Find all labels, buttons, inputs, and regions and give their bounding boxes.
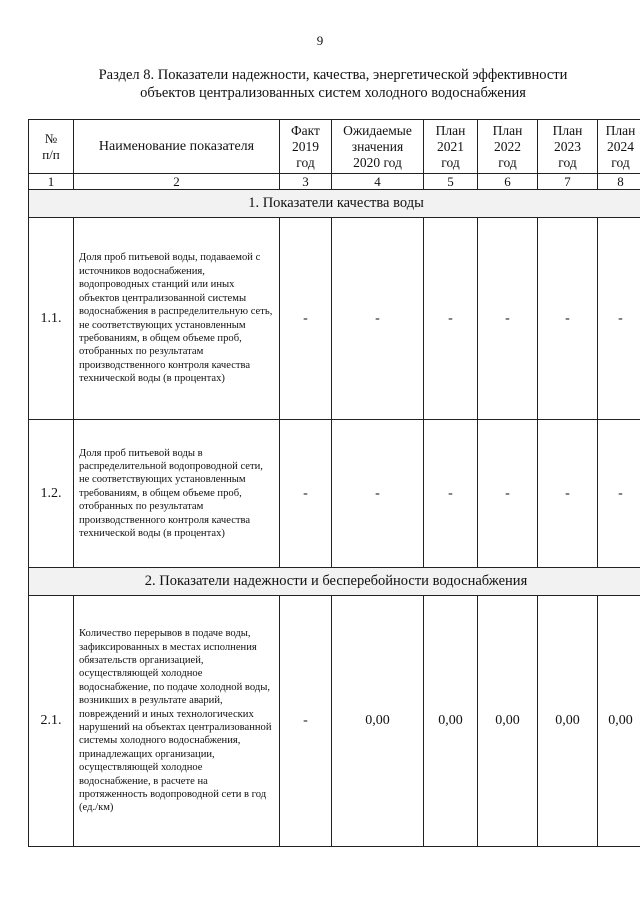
header-expected-2020	[332, 120, 424, 174]
value-plan-2024: -	[598, 218, 640, 420]
value-expected-2020: 0,00	[332, 596, 424, 847]
header-line: год	[611, 154, 630, 170]
header-line: год	[498, 154, 517, 170]
header-line: 2024	[607, 138, 634, 154]
value-plan-2023: 0,00	[538, 596, 598, 847]
row-number: 1.1.	[29, 218, 74, 420]
column-number: 1	[29, 174, 74, 190]
header-line: 2022	[494, 138, 521, 154]
section-title-line-2: объектов централизованных систем холодного водоснабжения	[140, 85, 526, 101]
header-plan-2021	[424, 120, 478, 174]
column-number: 8	[598, 174, 640, 190]
value-plan-2022: -	[478, 218, 538, 420]
header-plan-2024	[598, 120, 640, 174]
indicator-name: Доля проб питьевой воды в распределительной водопроводной сети, не соответствующих установленным требованиям, в общем объеме проб, отобранных по результатам производственного контроля качества технической воды (в процентах)	[74, 420, 280, 568]
value-plan-2021: 0,00	[424, 596, 478, 847]
header-num	[29, 120, 74, 174]
value-plan-2023: -	[538, 420, 598, 568]
header-name: Наименование показателя	[74, 120, 280, 174]
table-row	[29, 218, 640, 420]
value-expected-2020: -	[332, 420, 424, 568]
header-line: год	[296, 154, 315, 170]
header-line: 2019	[292, 138, 319, 154]
column-number: 5	[424, 174, 478, 190]
section-title	[40, 66, 626, 102]
column-number: 3	[280, 174, 332, 190]
header-line: План	[492, 122, 523, 138]
value-fact-2019: -	[280, 218, 332, 420]
header-row	[29, 120, 640, 174]
header-line: год	[441, 154, 460, 170]
header-num-line: п/п	[42, 146, 60, 162]
value-plan-2022: -	[478, 420, 538, 568]
header-line: План	[605, 122, 636, 138]
header-plan-2022	[478, 120, 538, 174]
value-fact-2019: -	[280, 596, 332, 847]
indicator-name: Доля проб питьевой воды, подаваемой с источников водоснабжения, водопроводных станций или иных объектов централизованной системы водоснабжения в распределительную сеть, не соответствующих установленным требованиям, в общем объеме проб, отобранных по результатам производственного контроля качества технической воды (в процентах)	[74, 218, 280, 420]
header-num-line: №	[44, 130, 58, 146]
group-title-water-quality: 1. Показатели качества воды	[29, 190, 640, 218]
row-number: 1.2.	[29, 420, 74, 568]
header-fact-2019	[280, 120, 332, 174]
table-row	[29, 596, 640, 847]
header-line: 2020 год	[353, 154, 402, 170]
value-plan-2021: -	[424, 420, 478, 568]
group-row	[29, 568, 640, 596]
column-number: 7	[538, 174, 598, 190]
value-plan-2022: 0,00	[478, 596, 538, 847]
header-line: 2023	[554, 138, 581, 154]
section-title-line-1: Раздел 8. Показатели надежности, качества, энергетической эффективности	[98, 67, 568, 83]
row-number: 2.1.	[29, 596, 74, 847]
column-number: 6	[478, 174, 538, 190]
indicators-table	[28, 119, 640, 847]
table-row	[29, 420, 640, 568]
header-plan-2023	[538, 120, 598, 174]
value-plan-2024: 0,00	[598, 596, 640, 847]
group-title-reliability: 2. Показатели надежности и бесперебойности водоснабжения	[29, 568, 640, 596]
value-plan-2024: -	[598, 420, 640, 568]
header-line: План	[435, 122, 466, 138]
header-line: Факт	[291, 122, 320, 138]
header-line: год	[558, 154, 577, 170]
indicator-name: Количество перерывов в подаче воды, зафиксированных в местах исполнения обязательств организацией, осуществляющей холодное водоснабжение, по подаче холодной воды, возникших в результате аварий, повреждений и иных технологических нарушений на объектах централизованной системы холодного водоснабжения, принадлежащих организации, осуществляющей холодное водоснабжение, в расчете на протяженность водопроводной сети в год (ед./км)	[74, 596, 280, 847]
header-line: Ожидаемые	[343, 122, 412, 138]
page-number: 9	[316, 33, 324, 48]
group-row	[29, 190, 640, 218]
header-line: 2021	[437, 138, 464, 154]
column-number-row	[29, 174, 640, 190]
value-plan-2023: -	[538, 218, 598, 420]
value-fact-2019: -	[280, 420, 332, 568]
header-line: значения	[351, 138, 404, 154]
value-expected-2020: -	[332, 218, 424, 420]
column-number: 4	[332, 174, 424, 190]
value-plan-2021: -	[424, 218, 478, 420]
header-line: План	[552, 122, 583, 138]
column-number: 2	[74, 174, 280, 190]
